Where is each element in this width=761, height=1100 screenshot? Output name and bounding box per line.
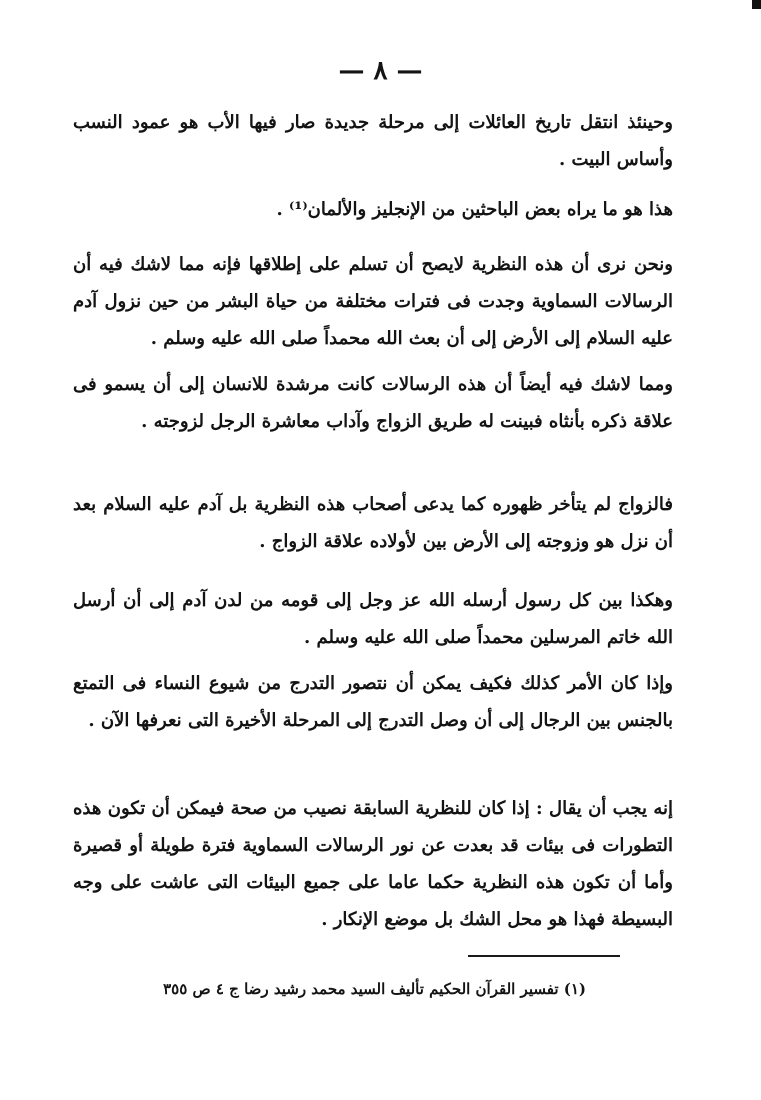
footnote-divider [468,955,620,957]
paragraph-5: فالزواج لم يتأخر ظهوره كما يدعى أصحاب هذه النظرية بل آدم عليه السلام بعد أن نزل هو وزوجته إلى الأرض بين لأولاده علاقة الزواج . [73,494,673,552]
paragraph-8: إنه يجب أن يقال : إذا كان للنظرية السابقة نصيب من صحة فيمكن أن تكون هذه التطورات فى بيئات قد بعدت عن نور الرسالات السماوية فترة طويلة أو قصيرة وأما أن تكون هذه النظرية حكما عاما على جميع البيئات التى عاشت على وجه البسيطة فهذا هو محل الشك بل موضع الإنكار . [73,798,673,930]
paragraph-4: ومما لاشك فيه أيضاً أن هذه الرسالات كانت مرشدة للانسان إلى أن يسمو فى علاقة ذكره بأنثاه فبينت له طريق الزواج وآداب معاشرة الرجل لزوجته . [73,374,673,432]
footnote: (١) تفسير القرآن الحكيم تأليف السيد محمد رشيد رضا ج ٤ ص ٣٥٥ [163,980,586,998]
paragraph-6: وهكذا بين كل رسول أرسله الله عز وجل إلى قومه من لدن آدم إلى أن أرسل الله خاتم المرسلين محمداً صلى الله عليه وسلم . [73,590,673,648]
paragraph-7: وإذا كان الأمر كذلك فكيف يمكن أن نتصور التدرج من شيوع النساء فى التمتع بالجنس بين الرجال إلى أن وصل التدرج إلى المرحلة الأخيرة التى نعرفها الآن . [73,673,674,731]
paragraph-1: وحينئذ انتقل تاريخ العائلات إلى مرحلة جديدة صار فيها الأب هو عمود النسب وأساس البيت . [73,112,673,170]
page-number: — ٨ — [338,56,423,86]
paragraph-3: ونحن نرى أن هذه النظرية لايصح أن تسلم على إطلاقها فإنه مما لاشك فيه أن الرسالات السماوية وجدت فى فترات مختلفة من حياة البشر من حين نزول آدم عليه السلام إلى الأرض إلى أن بعث الله محمداً صلى الله عليه وسلم . [73,254,673,349]
scan-corner-mark [752,0,761,9]
paragraph-2: هذا هو ما يراه بعض الباحثين من الإنجليز والألمان⁽¹⁾ . [276,199,673,220]
